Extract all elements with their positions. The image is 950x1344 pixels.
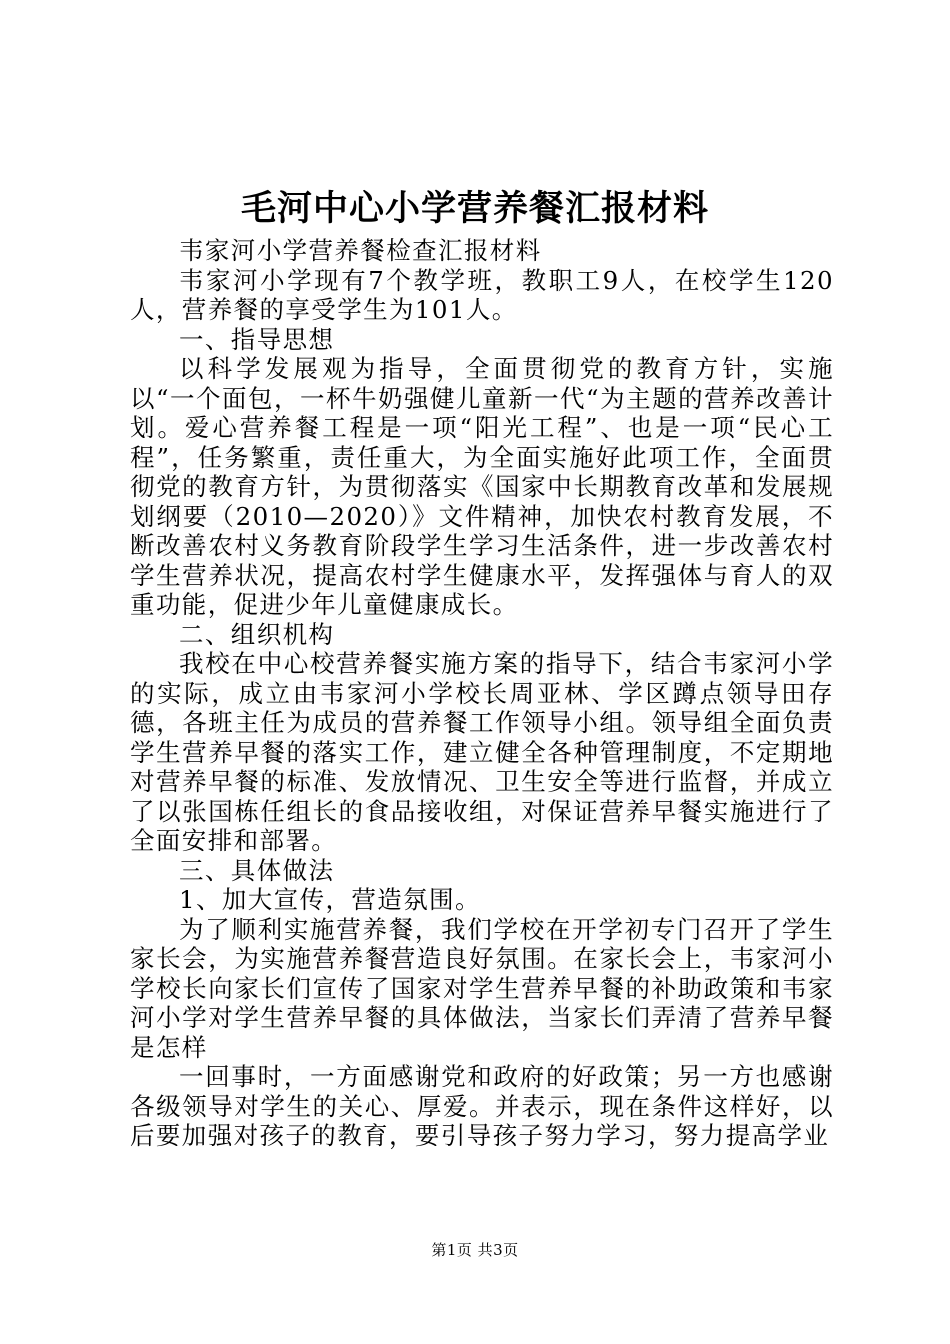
- paragraph-publicity: 为了顺利实施营养餐，我们学校在开学初专门召开了学生家长会，为实施营养餐营造良好氛围。在家长会上，韦家河小学校长向家长们宣传了国家对学生营养早餐的补助政策和韦家河小学对学生营养早餐的具体做法，当家长们弄清了营养早餐是怎样: [130, 914, 834, 1062]
- paragraph-organization: 我校在中心校营养餐实施方案的指导下，结合韦家河小学的实际，成立由韦家河小学校长周亚林、学区蹲点领导田存德，各班主任为成员的营养餐工作领导小组。领导组全面负责学生营养早餐的落实工作，建立健全各种管理制度，不定期地对营养早餐的标准、发放情况、卫生安全等进行监督，并成立了以张国栋任组长的食品接收组，对保证营养早餐实施进行了全面安排和部署。: [130, 649, 834, 855]
- section-heading-organization: 二、组织机构: [179, 619, 335, 649]
- page-footer: 第1页 共3页: [431, 1241, 519, 1259]
- document-title: 毛河中心小学营养餐汇报材料: [240, 188, 709, 229]
- document-body: [130, 236, 834, 1151]
- subsection-heading-publicity: 1、加大宣传，营造氛围。: [179, 885, 481, 914]
- paragraph-parents-response: 一回事时，一方面感谢党和政府的好政策；另一方也感谢各级领导对学生的关心、厚爱。并表示，现在条件这样好，以后要加强对孩子的教育，要引导孩子努力学习，努力提高学业: [130, 1062, 834, 1150]
- paragraph-guiding-ideology: 以科学发展观为指导，全面贯彻党的教育方针，实施以“一个面包，一杯牛奶强健儿童新一代“为主题的营养改善计划。爱心营养餐工程是一项“阳光工程”、也是一项“民心工程”，任务繁重，责任重大，为全面实施好此项工作，全面贯彻党的教育方针，为贯彻落实《国家中长期教育改革和发展规划纲要（2010—2020）》文件精神，加快农村教育发展，不断改善农村义务教育阶段学生学习生活条件，进一步改善农村学生营养状况，提高农村学生健康水平，发挥强体与育人的双重功能，促进少年儿童健康成长。: [130, 354, 834, 619]
- paragraph-intro: 韦家河小学现有7个教学班，教职工9人，在校学生120人，营养餐的享受学生为101人。: [130, 265, 834, 324]
- paragraph-subtitle: 韦家河小学营养餐检查汇报材料: [179, 236, 542, 265]
- section-heading-guiding-ideology: 一、指导思想: [179, 324, 335, 354]
- section-heading-practices: 三、具体做法: [179, 855, 335, 885]
